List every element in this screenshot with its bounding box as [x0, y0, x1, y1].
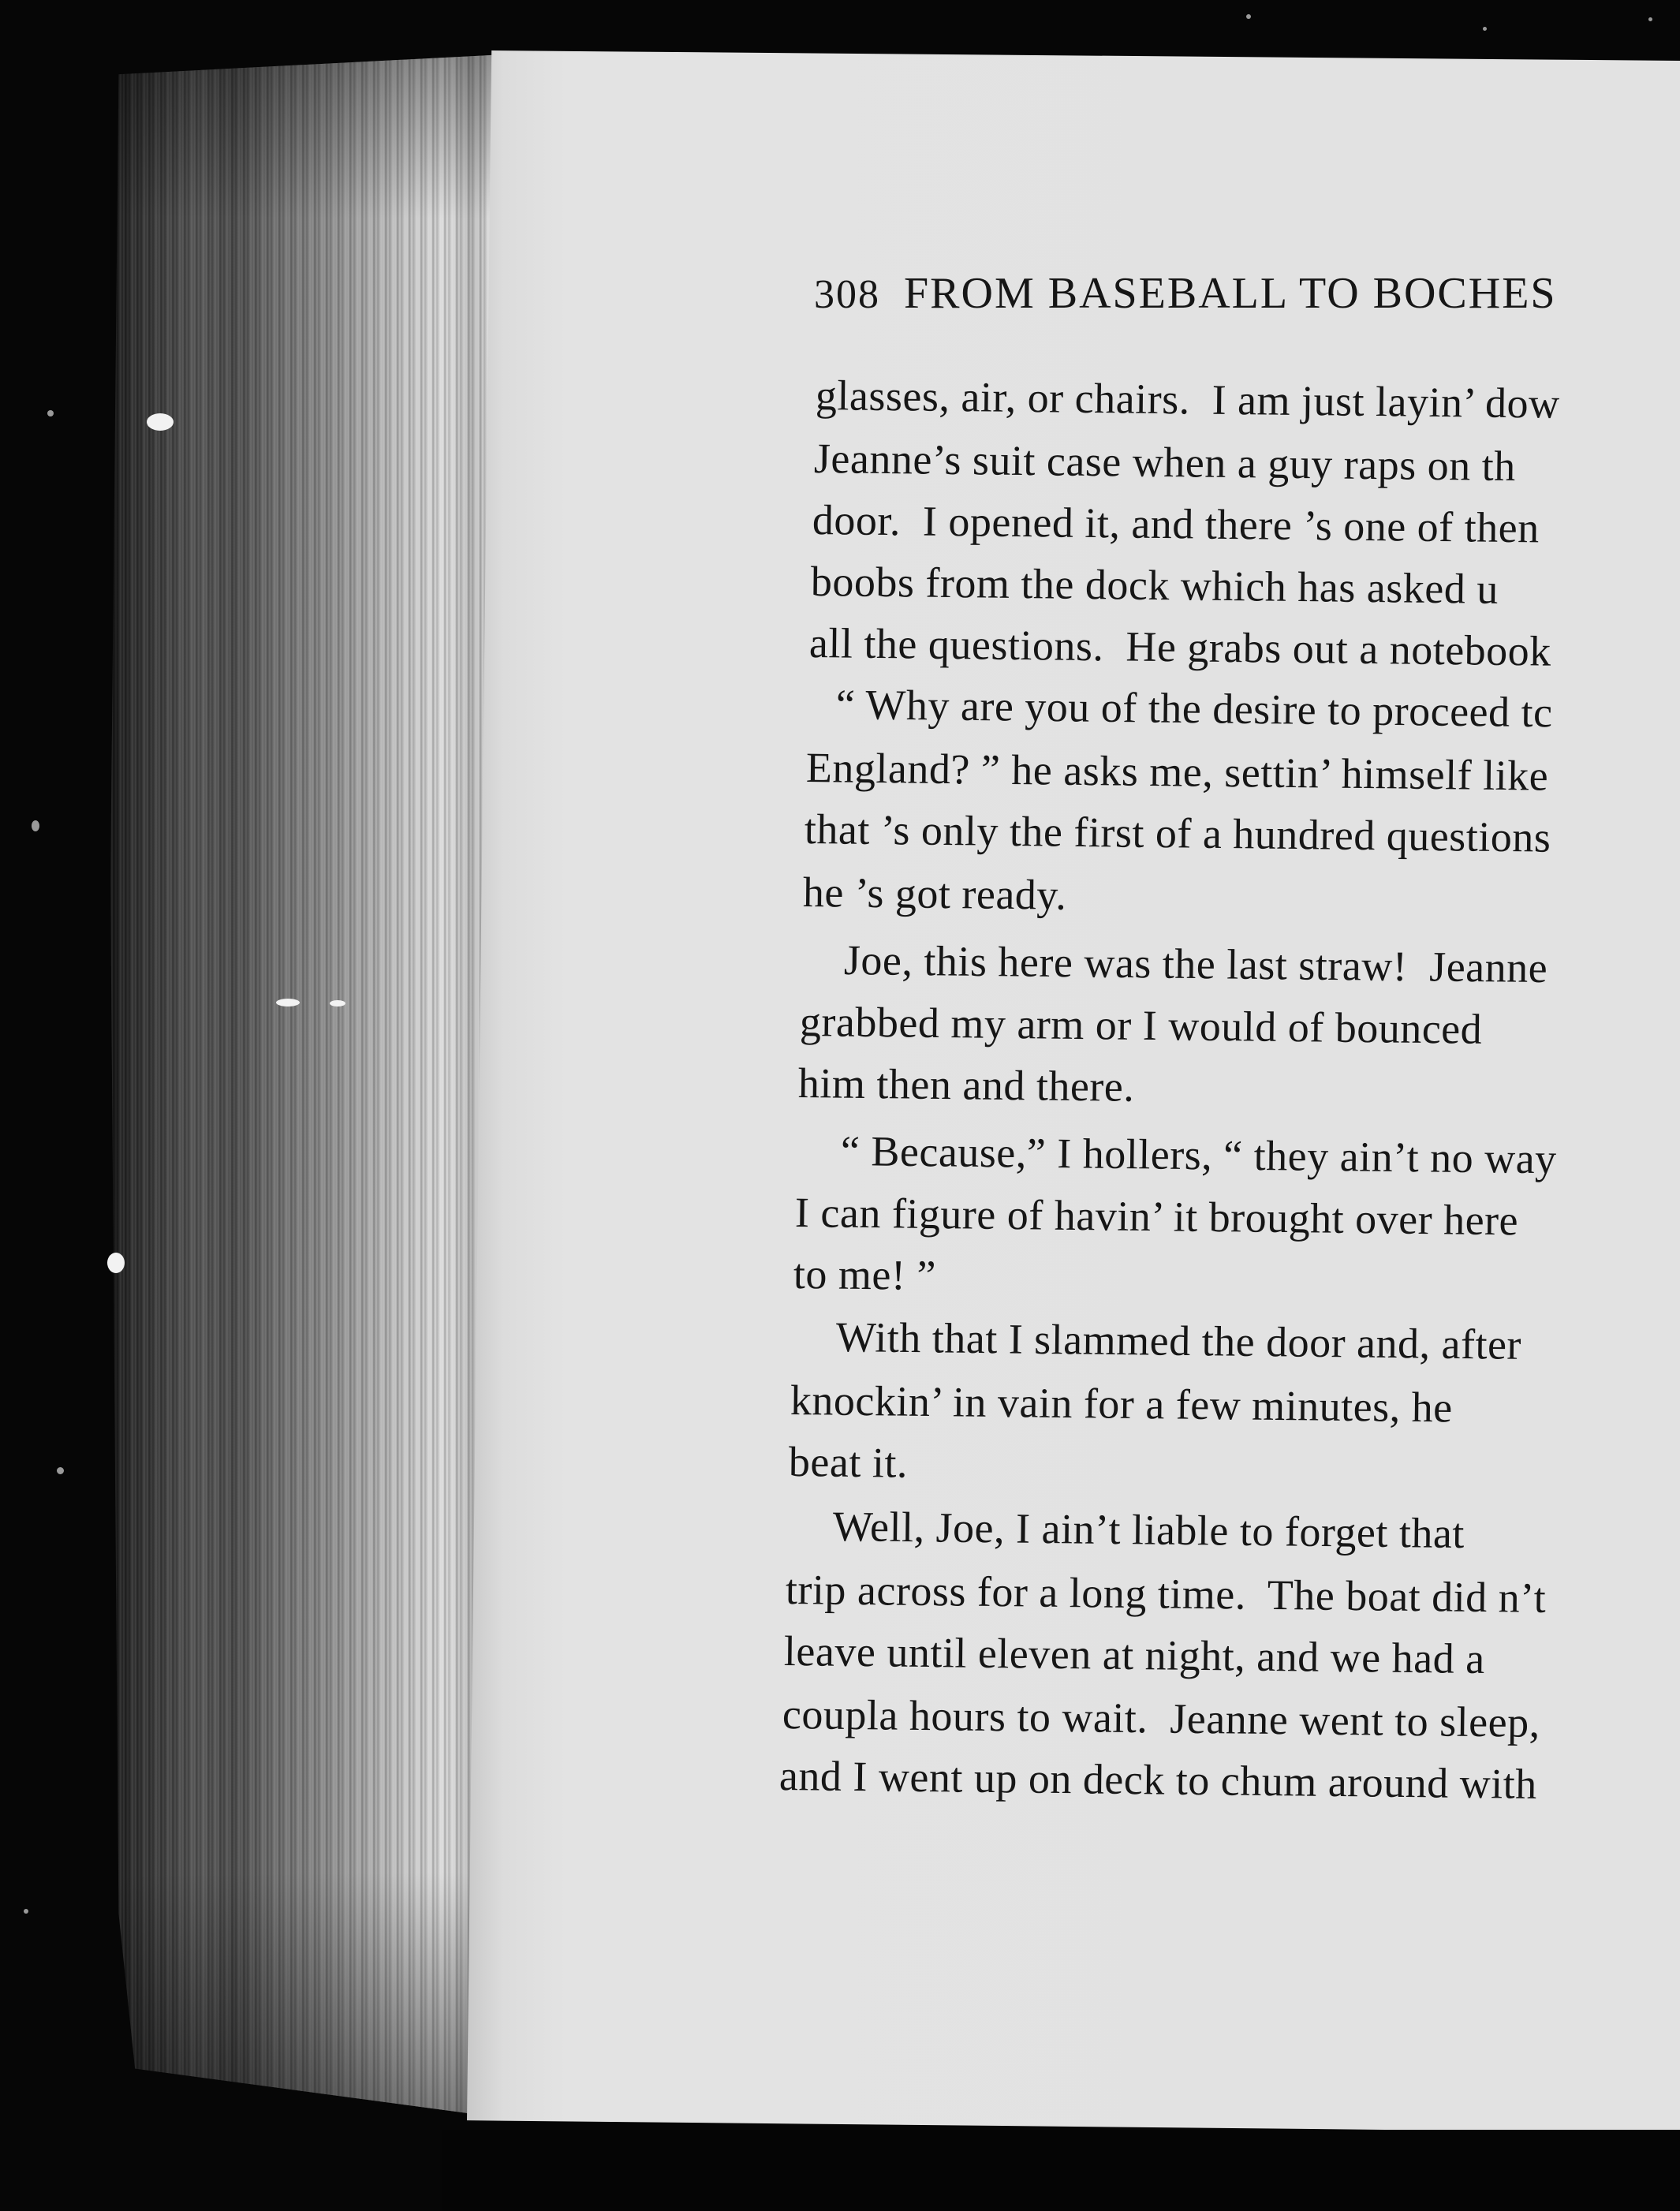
- text-line: he ’s got ready.: [802, 868, 1067, 919]
- dust-speck: [24, 1909, 28, 1914]
- running-head: [814, 268, 1557, 319]
- book-page-edges-shade: [110, 54, 521, 2120]
- text-line: Joe, this here was the last straw! Jeanne: [843, 936, 1548, 992]
- text-line: beat it.: [788, 1438, 909, 1487]
- text-line: With that I slammed the door and, after: [835, 1313, 1522, 1369]
- paper-blemish: [330, 1000, 345, 1007]
- text-line: glasses, air, or chairs. I am just layin’ dow: [815, 372, 1560, 428]
- text-line: coupla hours to wait. Jeanne went to sleep,: [782, 1690, 1541, 1746]
- paper-blemish: [276, 999, 300, 1007]
- text-line: all the questions. He grabs out a notebook: [808, 619, 1552, 675]
- text-line: to me! ”: [793, 1250, 937, 1300]
- text-line: England? ” he asks me, settin’ himself like: [805, 744, 1549, 800]
- dust-speck: [32, 820, 39, 831]
- text-line: I can figure of havin’ it brought over here: [794, 1189, 1519, 1245]
- dust-speck: [1246, 14, 1251, 19]
- dust-speck: [1648, 17, 1652, 21]
- text-line: trip across for a long time. The boat did n’t: [785, 1566, 1547, 1622]
- running-title: FROM BASEBALL TO BOCHES: [904, 269, 1557, 318]
- dust-speck: [47, 410, 54, 416]
- text-line: grabbed my arm or I would of bounced: [799, 998, 1483, 1053]
- page-number: 308: [814, 272, 880, 317]
- dust-speck: [1483, 27, 1487, 31]
- text-line: Well, Joe, I ain’t liable to forget that: [832, 1503, 1465, 1558]
- text-line: boobs from the dock which has asked u: [810, 558, 1499, 613]
- text-line: Jeanne’s suit case when a guy raps on th: [813, 435, 1517, 491]
- text-line: him then and there.: [797, 1059, 1135, 1111]
- text-line: knockin’ in vain for a few minutes, he: [790, 1376, 1454, 1432]
- text-line: “ Why are you of the desire to proceed tc: [835, 681, 1553, 737]
- text-line: door. I opened it, and there ’s one of then: [812, 496, 1540, 552]
- dust-speck: [57, 1467, 64, 1474]
- text-line: that ’s only the first of a hundred questions: [804, 805, 1551, 861]
- background-gap: [442, 2130, 1680, 2211]
- paper-blemish: [107, 1253, 125, 1273]
- text-line: “ Because,” I hollers, “ they ain’t no way: [840, 1127, 1557, 1183]
- text-line: leave until eleven at night, and we had a: [783, 1627, 1485, 1683]
- text-line: and I went up on deck to chum around with: [778, 1752, 1538, 1808]
- paper-blemish: [147, 413, 174, 431]
